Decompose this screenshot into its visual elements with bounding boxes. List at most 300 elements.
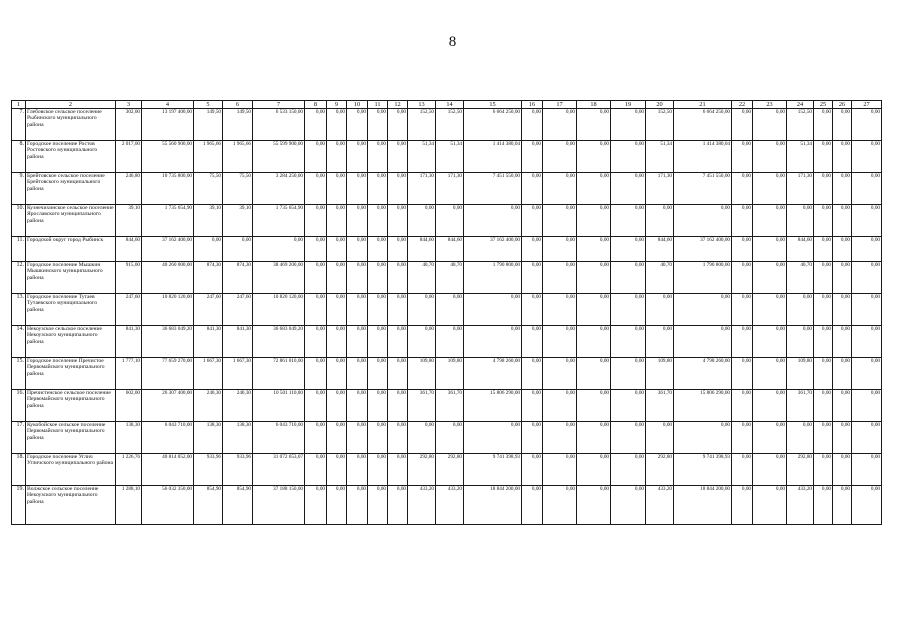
- table-cell: 0,00: [611, 262, 646, 294]
- table-cell: 0,00: [814, 294, 833, 326]
- table-cell: 0,00: [577, 294, 611, 326]
- table-cell: 6 043 710,00: [253, 422, 305, 454]
- table-cell: 9 741 398,93: [674, 454, 732, 486]
- table-cell: 0,00: [388, 205, 408, 237]
- table-cell: 2 017,00: [116, 141, 142, 173]
- table-cell: 138,30: [223, 422, 253, 454]
- table-cell: 844,60: [646, 237, 674, 262]
- table-cell: 37 162 400,00: [142, 237, 194, 262]
- table-cell: 0,00: [732, 109, 753, 141]
- table-cell: 854,90: [223, 486, 253, 525]
- table-cell: 0,00: [522, 486, 543, 525]
- table-cell: 0,00: [305, 109, 327, 141]
- table-cell: 844,60: [408, 237, 436, 262]
- table-cell: 1 735 654,90: [253, 205, 305, 237]
- table-cell: 10 820 120,00: [142, 294, 194, 326]
- column-header: 3: [116, 101, 142, 109]
- table-cell: 152,50: [646, 109, 674, 141]
- table-cell: 0,00: [732, 294, 753, 326]
- table-cell: 0,00: [388, 294, 408, 326]
- table-cell: 0,00: [347, 109, 368, 141]
- table-cell: 77 659 270,00: [142, 358, 194, 390]
- table-cell: 0,00: [327, 294, 347, 326]
- table-cell: 0,00: [753, 141, 787, 173]
- table-cell: 0,00: [223, 237, 253, 262]
- table-cell: 0,00: [577, 390, 611, 422]
- table-cell: 0,00: [833, 454, 852, 486]
- table-cell: 0,00: [543, 109, 577, 141]
- table-cell: 0,00: [368, 262, 388, 294]
- table-cell: 0,00: [388, 390, 408, 422]
- table-cell: 0,00: [852, 141, 882, 173]
- table-cell: 0,00: [388, 486, 408, 525]
- table-cell: 0,00: [732, 486, 753, 525]
- table-row: [12, 486, 882, 525]
- table-cell: 0,00: [522, 390, 543, 422]
- table-cell: 0,00: [646, 205, 674, 237]
- table-cell: 0,00: [833, 109, 852, 141]
- table-cell: 15 806 290,00: [464, 390, 522, 422]
- table-cell: 0,00: [436, 422, 464, 454]
- table-cell: 0,00: [368, 390, 388, 422]
- table-cell: 0,00: [833, 141, 852, 173]
- row-number: 17.: [12, 422, 26, 454]
- table-cell: 0,00: [305, 294, 327, 326]
- table-cell: 0,00: [543, 237, 577, 262]
- table-cell: 0,00: [852, 109, 882, 141]
- table-cell: 0,00: [543, 422, 577, 454]
- row-number: 16.: [12, 390, 26, 422]
- header-row: [12, 101, 882, 109]
- table-cell: 6 664 250,00: [674, 109, 732, 141]
- table-cell: 0,00: [611, 141, 646, 173]
- table-cell: 0,00: [753, 358, 787, 390]
- table-cell: 18 844 200,00: [674, 486, 732, 525]
- column-header: 13: [408, 101, 436, 109]
- table-cell: 7 451 550,00: [464, 173, 522, 205]
- table-cell: 4 798 260,00: [674, 358, 732, 390]
- table-cell: 0,00: [347, 390, 368, 422]
- table-cell: 0,00: [833, 294, 852, 326]
- table-cell: 361,70: [408, 390, 436, 422]
- table-cell: 0,00: [833, 173, 852, 205]
- table-cell: 0,00: [368, 326, 388, 358]
- table-cell: 1 777,10: [116, 358, 142, 390]
- table-cell: 0,00: [674, 294, 732, 326]
- table-cell: 51,34: [787, 141, 814, 173]
- column-header: 23: [753, 101, 787, 109]
- column-header: 8: [305, 101, 327, 109]
- table-cell: 0,00: [814, 173, 833, 205]
- table-cell: 0,00: [611, 454, 646, 486]
- table-cell: 138,30: [194, 422, 223, 454]
- table-cell: 0,00: [347, 205, 368, 237]
- table-cell: 361,70: [436, 390, 464, 422]
- column-header: 16: [522, 101, 543, 109]
- table-cell: 149,50: [194, 109, 223, 141]
- table-cell: 0,00: [852, 422, 882, 454]
- table-cell: 0,00: [543, 205, 577, 237]
- column-header: 17: [543, 101, 577, 109]
- table-cell: 0,00: [852, 237, 882, 262]
- table-cell: 0,00: [327, 326, 347, 358]
- table-cell: 0,00: [814, 486, 833, 525]
- table-cell: 0,00: [408, 294, 436, 326]
- table-cell: 0,00: [833, 390, 852, 422]
- table-row: [12, 173, 882, 205]
- table-cell: 0,00: [646, 294, 674, 326]
- table-cell: 0,00: [732, 205, 753, 237]
- column-header: 19: [611, 101, 646, 109]
- column-header: 2: [26, 101, 116, 109]
- table-cell: 0,00: [305, 262, 327, 294]
- table-cell: 0,00: [368, 422, 388, 454]
- table-cell: 51,34: [646, 141, 674, 173]
- table-cell: 0,00: [327, 262, 347, 294]
- table-cell: 0,00: [852, 262, 882, 294]
- table-cell: 841,30: [223, 326, 253, 358]
- table-cell: 0,00: [732, 454, 753, 486]
- table-row: [12, 422, 882, 454]
- table-cell: 292,80: [408, 454, 436, 486]
- table-cell: 0,00: [408, 205, 436, 237]
- table-cell: 0,00: [543, 326, 577, 358]
- table-cell: 0,00: [305, 358, 327, 390]
- table-cell: 0,00: [753, 262, 787, 294]
- page-number: 8: [448, 34, 457, 50]
- table-cell: 1 288,10: [116, 486, 142, 525]
- table-cell: 0,00: [522, 358, 543, 390]
- table-cell: 0,00: [436, 294, 464, 326]
- table-cell: 433,20: [646, 486, 674, 525]
- table-cell: 0,00: [577, 173, 611, 205]
- table-cell: 0,00: [305, 326, 327, 358]
- table-cell: 0,00: [577, 237, 611, 262]
- table-cell: 0,00: [305, 390, 327, 422]
- table-cell: 0,00: [577, 109, 611, 141]
- table-cell: 844,60: [436, 237, 464, 262]
- table-cell: 0,00: [674, 422, 732, 454]
- table-cell: 1 414 380,04: [464, 141, 522, 173]
- table-cell: 10 501 110,00: [253, 390, 305, 422]
- settlement-name: Городское поселение Углич Угличского муниципального района: [26, 454, 116, 486]
- table-cell: 0,00: [305, 454, 327, 486]
- table-cell: 433,20: [787, 486, 814, 525]
- table-cell: 0,00: [732, 173, 753, 205]
- table-cell: 0,00: [327, 173, 347, 205]
- table-cell: 0,00: [368, 358, 388, 390]
- table-cell: 0,00: [327, 205, 347, 237]
- table-cell: 0,00: [852, 390, 882, 422]
- table-cell: 0,00: [833, 326, 852, 358]
- table-cell: 31 072 653,07: [253, 454, 305, 486]
- table-cell: 874,30: [194, 262, 223, 294]
- table-cell: 171,30: [787, 173, 814, 205]
- table-cell: 0,00: [833, 358, 852, 390]
- table-cell: 0,00: [753, 237, 787, 262]
- table-row: [12, 237, 882, 262]
- table-cell: 0,00: [543, 390, 577, 422]
- table-cell: 602,00: [116, 390, 142, 422]
- table-cell: 302,00: [116, 109, 142, 141]
- table-cell: 0,00: [814, 141, 833, 173]
- table-cell: 0,00: [577, 326, 611, 358]
- table-cell: 0,00: [753, 454, 787, 486]
- column-header: 24: [787, 101, 814, 109]
- table-cell: 0,00: [732, 326, 753, 358]
- table-cell: 109,80: [787, 358, 814, 390]
- row-number: 18.: [12, 454, 26, 486]
- table-cell: 933,96: [223, 454, 253, 486]
- table-cell: 7 451 550,00: [674, 173, 732, 205]
- table-cell: 0,00: [464, 422, 522, 454]
- table-cell: 1 667,30: [223, 358, 253, 390]
- table-cell: 0,00: [732, 237, 753, 262]
- table-cell: 0,00: [814, 326, 833, 358]
- table-cell: 0,00: [852, 326, 882, 358]
- table-cell: 0,00: [646, 326, 674, 358]
- table-cell: 0,00: [327, 358, 347, 390]
- table-cell: 40,70: [436, 262, 464, 294]
- table-cell: 0,00: [347, 141, 368, 173]
- table-cell: 37 188 150,00: [253, 486, 305, 525]
- table-cell: 0,00: [522, 454, 543, 486]
- table-cell: 0,00: [327, 486, 347, 525]
- table-cell: 0,00: [464, 205, 522, 237]
- row-number: 10.: [12, 205, 26, 237]
- table-cell: 0,00: [577, 486, 611, 525]
- table-cell: 39,10: [223, 205, 253, 237]
- table-cell: 72 861 010,00: [253, 358, 305, 390]
- column-header: 26: [833, 101, 852, 109]
- table-cell: 10 820 120,00: [253, 294, 305, 326]
- table-cell: 0,00: [611, 390, 646, 422]
- table-cell: 40,70: [408, 262, 436, 294]
- table-cell: 0,00: [852, 205, 882, 237]
- table-cell: 0,00: [388, 173, 408, 205]
- table-cell: 56 032 350,00: [142, 486, 194, 525]
- table-cell: 0,00: [327, 422, 347, 454]
- settlement-name: Кукобойское сельское поселение Первомайского муниципального района: [26, 422, 116, 454]
- table-cell: 0,00: [753, 294, 787, 326]
- table-cell: 9 741 398,93: [464, 454, 522, 486]
- table-cell: 0,00: [388, 326, 408, 358]
- table-cell: 874,30: [223, 262, 253, 294]
- table-cell: 0,00: [814, 454, 833, 486]
- table-cell: 0,00: [814, 205, 833, 237]
- table-cell: 0,00: [674, 326, 732, 358]
- table-cell: 0,00: [388, 109, 408, 141]
- table-cell: 0,00: [852, 358, 882, 390]
- table-cell: 0,00: [814, 237, 833, 262]
- table-cell: 40,70: [787, 262, 814, 294]
- table-cell: 0,00: [646, 422, 674, 454]
- table-cell: 1 965,66: [223, 141, 253, 173]
- settlement-name: Городское поселение Пречистое Первомайского муниципального района: [26, 358, 116, 390]
- table-cell: 0,00: [327, 390, 347, 422]
- table-cell: 0,00: [522, 205, 543, 237]
- table-cell: 40,70: [646, 262, 674, 294]
- table-cell: 0,00: [577, 358, 611, 390]
- table-row: [12, 141, 882, 173]
- table-cell: 0,00: [611, 326, 646, 358]
- table-cell: 0,00: [577, 205, 611, 237]
- table-cell: 1 735 654,90: [142, 205, 194, 237]
- settlement-name: Городское поселение Тутаев Тутаевского муниципального района: [26, 294, 116, 326]
- table-cell: 0,00: [368, 237, 388, 262]
- table-cell: 246,80: [116, 173, 142, 205]
- table-cell: 0,00: [368, 173, 388, 205]
- settlement-name: Волжское сельское поселение Некоузского муниципального района: [26, 486, 116, 525]
- settlement-name: Пречистенское сельское поселение Первомайского муниципального района: [26, 390, 116, 422]
- column-header: 12: [388, 101, 408, 109]
- table-cell: 0,00: [408, 326, 436, 358]
- table-cell: 0,00: [368, 486, 388, 525]
- table-cell: 0,00: [347, 422, 368, 454]
- table-cell: 0,00: [611, 237, 646, 262]
- table-cell: 0,00: [305, 237, 327, 262]
- row-number: 9.: [12, 173, 26, 205]
- row-number: 14.: [12, 326, 26, 358]
- table-cell: 0,00: [347, 326, 368, 358]
- table-cell: 0,00: [577, 262, 611, 294]
- table-cell: 0,00: [852, 173, 882, 205]
- row-number: 15.: [12, 358, 26, 390]
- table-cell: 0,00: [368, 205, 388, 237]
- table-row: [12, 262, 882, 294]
- table-cell: 0,00: [753, 205, 787, 237]
- table-cell: 0,00: [732, 390, 753, 422]
- table-cell: 15 806 290,00: [674, 390, 732, 422]
- table-cell: 171,30: [646, 173, 674, 205]
- table-cell: 0,00: [253, 237, 305, 262]
- table-cell: 0,00: [814, 109, 833, 141]
- table-cell: 0,00: [814, 262, 833, 294]
- table-cell: 1 790 800,00: [464, 262, 522, 294]
- table-cell: 0,00: [522, 326, 543, 358]
- table-cell: 0,00: [327, 237, 347, 262]
- table-row: [12, 326, 882, 358]
- column-header: 7: [253, 101, 305, 109]
- table-cell: 0,00: [347, 358, 368, 390]
- table-cell: 844,60: [787, 237, 814, 262]
- table-cell: 0,00: [852, 454, 882, 486]
- table-cell: 0,00: [327, 141, 347, 173]
- table-cell: 0,00: [194, 237, 223, 262]
- settlement-name: Городской округ город Рыбинск: [26, 237, 116, 262]
- table-row: [12, 358, 882, 390]
- table-cell: 75,50: [194, 173, 223, 205]
- table-cell: 171,30: [436, 173, 464, 205]
- column-header: 5: [194, 101, 223, 109]
- table-cell: 361,70: [646, 390, 674, 422]
- table-cell: 292,80: [436, 454, 464, 486]
- row-number: 8.: [12, 141, 26, 173]
- table-cell: 0,00: [852, 294, 882, 326]
- table-cell: 0,00: [814, 422, 833, 454]
- table-cell: 0,00: [368, 454, 388, 486]
- table-cell: 0,00: [611, 109, 646, 141]
- table-cell: 0,00: [305, 205, 327, 237]
- table-cell: 39,10: [194, 205, 223, 237]
- table-cell: 0,00: [347, 454, 368, 486]
- table-cell: 0,00: [522, 141, 543, 173]
- table-cell: 0,00: [814, 358, 833, 390]
- table-cell: 0,00: [388, 422, 408, 454]
- table-cell: 37 162 400,00: [464, 237, 522, 262]
- table-cell: 0,00: [732, 262, 753, 294]
- table-cell: 3 284 250,00: [253, 173, 305, 205]
- table-cell: 0,00: [436, 205, 464, 237]
- table-cell: 0,00: [522, 422, 543, 454]
- table-cell: 109,80: [408, 358, 436, 390]
- table-cell: 0,00: [577, 454, 611, 486]
- table-cell: 0,00: [611, 173, 646, 205]
- table-cell: 138,30: [116, 422, 142, 454]
- table-cell: 0,00: [347, 294, 368, 326]
- column-header: 6: [223, 101, 253, 109]
- table-cell: 6 533 150,00: [253, 109, 305, 141]
- table-cell: 0,00: [732, 358, 753, 390]
- table-cell: 0,00: [522, 173, 543, 205]
- table-cell: 0,00: [305, 486, 327, 525]
- table-cell: 40 260 000,00: [142, 262, 194, 294]
- table-cell: 0,00: [611, 358, 646, 390]
- table-cell: 0,00: [388, 262, 408, 294]
- table-cell: 0,00: [327, 109, 347, 141]
- table-cell: 36 683 049,20: [253, 326, 305, 358]
- table-cell: 0,00: [543, 486, 577, 525]
- table-cell: 292,80: [646, 454, 674, 486]
- table-cell: 0,00: [814, 390, 833, 422]
- table-cell: 0,00: [787, 326, 814, 358]
- table-cell: 1 790 800,00: [674, 262, 732, 294]
- column-header: 18: [577, 101, 611, 109]
- table-cell: 1 965,66: [194, 141, 223, 173]
- table-cell: 0,00: [543, 294, 577, 326]
- row-number: 13.: [12, 294, 26, 326]
- row-number: 7.: [12, 109, 26, 141]
- table-cell: 0,00: [852, 486, 882, 525]
- table-cell: 0,00: [833, 237, 852, 262]
- table-cell: 0,00: [522, 237, 543, 262]
- table-cell: 40 814 052,00: [142, 454, 194, 486]
- table-cell: 247,60: [194, 294, 223, 326]
- table-cell: 0,00: [611, 205, 646, 237]
- table-cell: 247,60: [223, 294, 253, 326]
- table-cell: 0,00: [833, 262, 852, 294]
- table-cell: 4 798 260,00: [464, 358, 522, 390]
- table-cell: 0,00: [611, 422, 646, 454]
- table-cell: 0,00: [543, 262, 577, 294]
- table-cell: 55 560 900,00: [142, 141, 194, 173]
- table-cell: 0,00: [543, 173, 577, 205]
- table-cell: 0,00: [408, 422, 436, 454]
- table-cell: 0,00: [787, 422, 814, 454]
- table-cell: 0,00: [305, 141, 327, 173]
- table-row: [12, 454, 882, 486]
- table-cell: 915,00: [116, 262, 142, 294]
- row-number: 19.: [12, 486, 26, 525]
- table-cell: 0,00: [543, 141, 577, 173]
- table-cell: 844,60: [116, 237, 142, 262]
- table-cell: 171,30: [408, 173, 436, 205]
- table-cell: 0,00: [732, 422, 753, 454]
- table-cell: 6 043 710,00: [142, 422, 194, 454]
- table-row: [12, 109, 882, 141]
- column-header: 11: [368, 101, 388, 109]
- table-cell: 152,50: [408, 109, 436, 141]
